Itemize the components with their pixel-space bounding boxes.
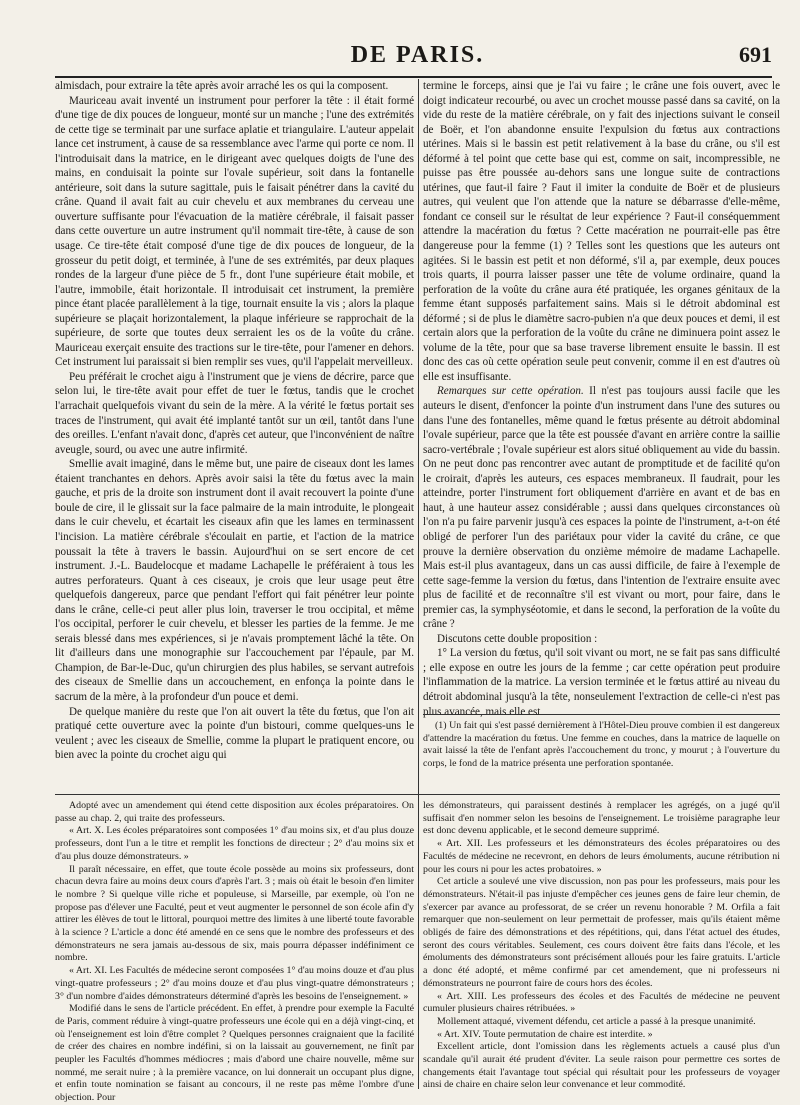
header-rule (55, 76, 772, 78)
paragraph: Mollement attaqué, vivement défendu, cet article a passé à la presque unanimité. (437, 1015, 756, 1027)
paragraph: Discutons cette double proposition : (437, 632, 598, 645)
footnote-rule (423, 714, 780, 715)
paragraph: « Art. XII. Les professeurs et les démonstrateurs des écoles préparatoires ou des Facultés de médecine ne recevront, en dehors de leurs émoluments, aucune rétribution ni pour les cours ni pour les actes probatoires. » (423, 838, 780, 875)
running-title: DE PARIS. (350, 42, 485, 68)
left-column-report (55, 800, 414, 1104)
paragraph: Il paraît nécessaire, en effet, que toute école possède au moins six professeurs, dont chacun devra faire au moins deux cours d'après l'art. 3 ; mais où était le besoin d'en limiter le nombre ? Si quelque ville riche et populeuse, si Marseille, par exemple, où l'on ne propose pas d'élever une Faculté, peut et veut augmenter le personnel de son école afin d'y attirer les élèves de tout le littoral, pourquoi mettre des limites à une liberté toute favorable à la science ? L'article a donc été amendé en ce sens que le nombre des professeurs et des démonstrateurs ne sera jamais au-dessous de six, mais pourra dépasser indéfiniment ce nombre. (55, 863, 414, 964)
paragraph: « Art. XIII. Les professeurs des écoles et des Facultés de médecine ne peuvent cumuler plusieurs chaires rétribuées. » (423, 990, 780, 1015)
paragraph: « Art. X. Les écoles préparatoires sont composées 1° d'au moins six, et d'au plus douze professeurs, dont l'un a le titre et remplit les fonctions de directeur ; 2° d'au moins six et d'au plus douze démonstrateurs. » (55, 825, 414, 862)
paragraph-body: Il n'est pas toujours aussi facile que les auteurs le disent, d'enfoncer la pointe d'un instrument dans l'une des sutures ou dans l'une des fontanelles, même quand le fœtus présente au détroit abdominal l'ovale supérieur, parce que la tête est poussée d'avant en arrière contre la saillie sacro-vertébrale ; l'ovale supérieur est alors situé obliquement au vide du bassin. On ne peut donc pas rencontrer avec autant de promptitude et de facilité qu'on le croirait, d'après les auteurs, ces espaces membraneux. Il faudrait, pour les atteindre, porter l'instrument fort obliquement d'arrière en avant et de bas en haut, à une hauteur assez considérable ; aussi dans quelques circonstances où l'on n'a pu faire parvenir jusqu'à ces espaces la pointe de l'instrument, a-t-on été obligé de perforer l'un des pariétaux pour vider la cavité du crâne, ce que prouve la dernière observation du onzième mémoire de madame Lachapelle. Mais est-il plus avantageux, dans un cas aussi difficile, de faire à l'exemple de cette sage-femme la version du fœtus, dans l'intention de l'extraire ensuite avec plus de facilité et de reconnaître s'il est vivant ou mort, pour faire, dans le premier cas, la symphyséotomie, et dans le second, la perforation de la voûte du crâne ? (423, 385, 780, 631)
section-rule (55, 794, 780, 795)
paragraph: De quelque manière du reste que l'on ait ouvert la tête du fœtus, que l'on ait pratiqué cette ouverture avec la pointe d'un bistouri, comme quelques-uns le veulent ; avec les ciseaux de Smellie, comme la plupart le pratiquent encore, ou bien avec la pointe du crochet aigu qui (55, 705, 414, 762)
section-heading: Remarques sur cette opération. (437, 385, 584, 398)
paragraph: Excellent article, dont l'omission dans les règlements actuels a causé plus d'un scandale qu'il aurait été prudent d'éviter. La seule raison pour permettre ces sortes de changements était l'avantage tout spécial qui résultait pour les professeurs de voyager ainsi de chaire en chaire selon leur convenance et leur commodité. (423, 1041, 780, 1091)
paragraph: Mauriceau avait inventé un instrument pour perforer la tête : il était formé d'une tige de dix pouces de longueur, monté sur un manche ; l'une des extrémités de cette tige se terminait par une surface aplatie et triangulaire. L'auteur appelait lance cet instrument, à cause de sa ressemblance avec l'arme qui porte ce nom. Il l'introduisait dans la matrice, en le dirigeant avec quelques doigts de l'une des mains, en conduisait la pointe sur l'ovale supérieur, soit dans la fontanelle antérieure, soit dans la suture sagittale, puis le faisait pénétrer dans la cavité du crâne. Quand il avait fait au cuir chevelu et aux membranes du cerveau une ouverture suffisante pour l'évacuation de la matière cérébrale, il faisait passer dans cette ouverture un autre instrument qu'il nommait tire-tête, à cause de son usage. Ce tire-tête était composé d'une tige de dix pouces de longueur, de la grosseur du petit doigt, et terminée, à l'une de ses extrémités, par deux plaques rondes de la largeur d'une pièce de 5 fr., dont l'une supérieure était mobile, et l'autre, immobile, était horizontale. Il introduisait cet instrument, la première pince étant placée parallèlement à la tige, tournait ensuite la vis ; alors la plaque supérieure se plaçait horizontalement, la plaque inférieure se rapprochait de la supérieure, de sorte que toutes deux serraient les os de la voûte du crâne. Mauriceau exerçait ensuite des tractions sur le tire-tête, pour l'amener en dehors. Cet instrument lui paraissait si bien remplir ses vues, qu'il l'appelait merveilleux. (55, 94, 414, 369)
right-column-report (423, 800, 780, 1090)
column-divider (418, 79, 419, 1089)
paragraph: almisdach, pour extraire la tête après avoir arraché les os qui la composent. (55, 80, 389, 92)
paragraph: Adopté avec un amendement qui étend cette disposition aux écoles préparatoires. On passe au chap. 2, qui traite des professeurs. (55, 800, 414, 824)
page-number: 691 (739, 42, 772, 67)
paragraph: Cet article a soulevé une vive discussion, non pas pour les professeurs, mais pour les démonstrateurs. N'était-il pas injuste d'empêcher ces jeunes gens de faire leur chemin, de s'exercer par avance au professorat, de se créer un revenu honorable ? M. Orfila a fait remarquer que non-seulement on leur permettait de professer, mais qu'ils étaient même obligés de faire des démonstrations et des répétitions, qui, dans l'état actuel des études, seront des cours véritables. Seulement, ces cours doivent être faits dans l'école, et les émoluments des démonstrateurs sont précisément alloués pour les faire gratuits. L'article a donc été adopté, et même confirmé par cet amendement, que ni professeurs ni démonstrateurs ne pourront faire de cours hors des écoles. (423, 876, 780, 989)
paragraph: Peu préférait le crochet aigu à l'instrument que je viens de décrire, parce que selon lui, le tire-tête avait pour effet de tuer le fœtus, tandis que le crochet l'arrachait quelquefois vivant du sein de la mère. A la vérité le fœtus portait ses traces de l'instrument, qui avait été implanté tantôt sur un œil, tantôt dans l'une des oreilles. L'enfant n'avait donc, d'après cet auteur, que l'inconvénient de naître aveugle, sourd, ou avec une autre infirmité. (55, 370, 414, 456)
paragraph: les démonstrateurs, qui paraissent destinés à remplacer les agrégés, on a jugé qu'il suffisait d'en nommer selon les besoins de l'enseignement. Le troisième paragraphe leur est donc devenu applicable, et le second demeure supprimé. (423, 800, 780, 837)
paragraph: « Art. XI. Les Facultés de médecine seront composées 1° d'au moins douze et d'au plus vingt-quatre professeurs ; 2° d'au moins douze et d'au plus vingt-quatre démonstrateurs ; 3° d'un nombre d'aides démonstrateurs déterminé d'après les besoins de l'enseignement. » (55, 965, 414, 1002)
page-header (55, 38, 780, 72)
paragraph: Smellie avait imaginé, dans le même but, une paire de ciseaux dont les lames étaient tranchantes en dehors. Après avoir saisi la tête du fœtus avec la main gauche, et pris de la droite son instrument dont il avait recouvert la pointe d'une boule de cire, il le glissait sur la face palmaire de la main introduite, le plongeait dans le cuir chevelu, et écartait les ciseaux afin que les lames en terminassent l'incision. La matière cérébrale s'écoulait en partie, et l'action de la matrice poussait la tête à travers le bassin. Aujourd'hui on se sert encore de cet instrument. J.-L. Baudelocque et madame Lachapelle le préféraient à tous les autres perforateurs. Quant à ces ciseaux, je crois que leur usage peut être quelquefois dangereux, parce que pendant l'effort qui fait pénétrer leur pointe dans le crâne, celle-ci peut aller plus loin, traverser le trou occipital, et même l'os occipital, perforer le cuir chevelu, et blesser les parties de la femme. Je me serais blessé dans mes expériences, si je n'avais promptement lâché la tête. On lit d'ailleurs dans une monographie sur l'accouchement par l'épaule, par M. Champion, de Bar-le-Duc, qu'un chirurgien des plus habiles, se servant autrefois des ciseaux de Smellie dans un accouchement, en enfonça la pointe dans le sacrum de la mère, à la profondeur d'un pouce et demi. (55, 458, 414, 703)
footnote (423, 720, 780, 786)
paragraph: Modifié dans le sens de l'article précédent. En effet, à prendre pour exemple la Faculté de Paris, comment réduire à vingt-quatre professeurs une école qui en a déjà vingt-cinq, et où l'enseignement est loin d'être complet ? Quelques personnes craignaient que la facilité de créer des chaires en nombre indéfini, si on la laissait au gouvernement, ne finît par peupler les Facultés d'hommes médiocres ; mais d'abord une chaire nouvelle, même sur nommé, me serait nuire ; à la première vacance, on lui donnerait un occupant plus digne, et enfin toute nomination se faisant au concours, il ne reste pas même l'ombre d'une objection. Pour (55, 1003, 414, 1104)
left-column-article (55, 79, 414, 787)
paragraph: termine le forceps, ainsi que je l'ai vu faire ; le crâne une fois ouvert, avec le doigt indicateur recourbé, ou avec un crochet mousse passé dans sa cavité, on la vide du reste de la matière cérébrale, on y fait des injections suivant le conseil de Boër, et l'on abandonne ensuite l'expulsion du fœtus aux contractions utérines. Mais si le bassin est petit relativement à la base du crâne, ou s'il est déformé à tel point que cette base qui est, comme on sait, incompressible, ne puisse pas être poussée au-dehors sans une longue suite de contractions utérines, que faut-il faire ? Faut il imiter la conduite de Boër et de plusieurs autres, qui veulent que l'on attende que la nature se débarrasse d'elle-même, fondant ce conseil sur le résultat de leur expérience ? Faut-il conséquemment attendre la macération du fœtus ? Cette macération ne pourrait-elle pas être dangereuse pour la femme (1) ? Telles sont les questions que les auteurs ont agitées. Si le bassin est petit et non déformé, s'il a, par exemple, deux pouces trois quarts, il pourra laisser passer une tête de volume ordinaire, quand la perforation de la voûte du crâne aura été pratiquée, les organes génitaux de la femme étant supposés parfaitement sains. Mais si le détroit abdominal est déformé ; si de plus le diamètre sacro-pubien n'a que deux pouces et demi, il est certain alors que la perforation de la voûte du crâne ne diminuera point assez le volume de la tête, pour que sa base traverse librement ensuite le bassin. Il est donc des cas où cette opération seule peut convenir, comme il en est d'autres où elle est insuffisante. (423, 80, 780, 383)
paragraph: « Art. XIV. Toute permutation de chaire est interdite. » (437, 1028, 653, 1040)
footnote-text: (1) Un fait qui s'est passé dernièrement à l'Hôtel-Dieu prouve combien il est dangereux d'attendre la macération du fœtus. Une femme en couches, dans la matrice de laquelle on avait laissé la tête de l'enfant après l'accouchement du tronc, y mourut ; à l'ouverture du corps, le fond de la matrice présenta une perforation spontanée. (423, 720, 780, 769)
right-column-article (423, 79, 780, 718)
paragraph (423, 384, 780, 631)
paragraph: 1° La version du fœtus, qu'il soit vivant ou mort, ne se fait pas sans difficulté ; elle expose en outre les jours de la femme ; car cette opération peut produire l'inflammation de la matrice. La version terminée et le fœtus attiré au niveau du détroit abdominal jusqu'à la tête, nonseulement l'extraction de celle-ci n'est pas plus avancée, mais elle est (423, 647, 780, 718)
